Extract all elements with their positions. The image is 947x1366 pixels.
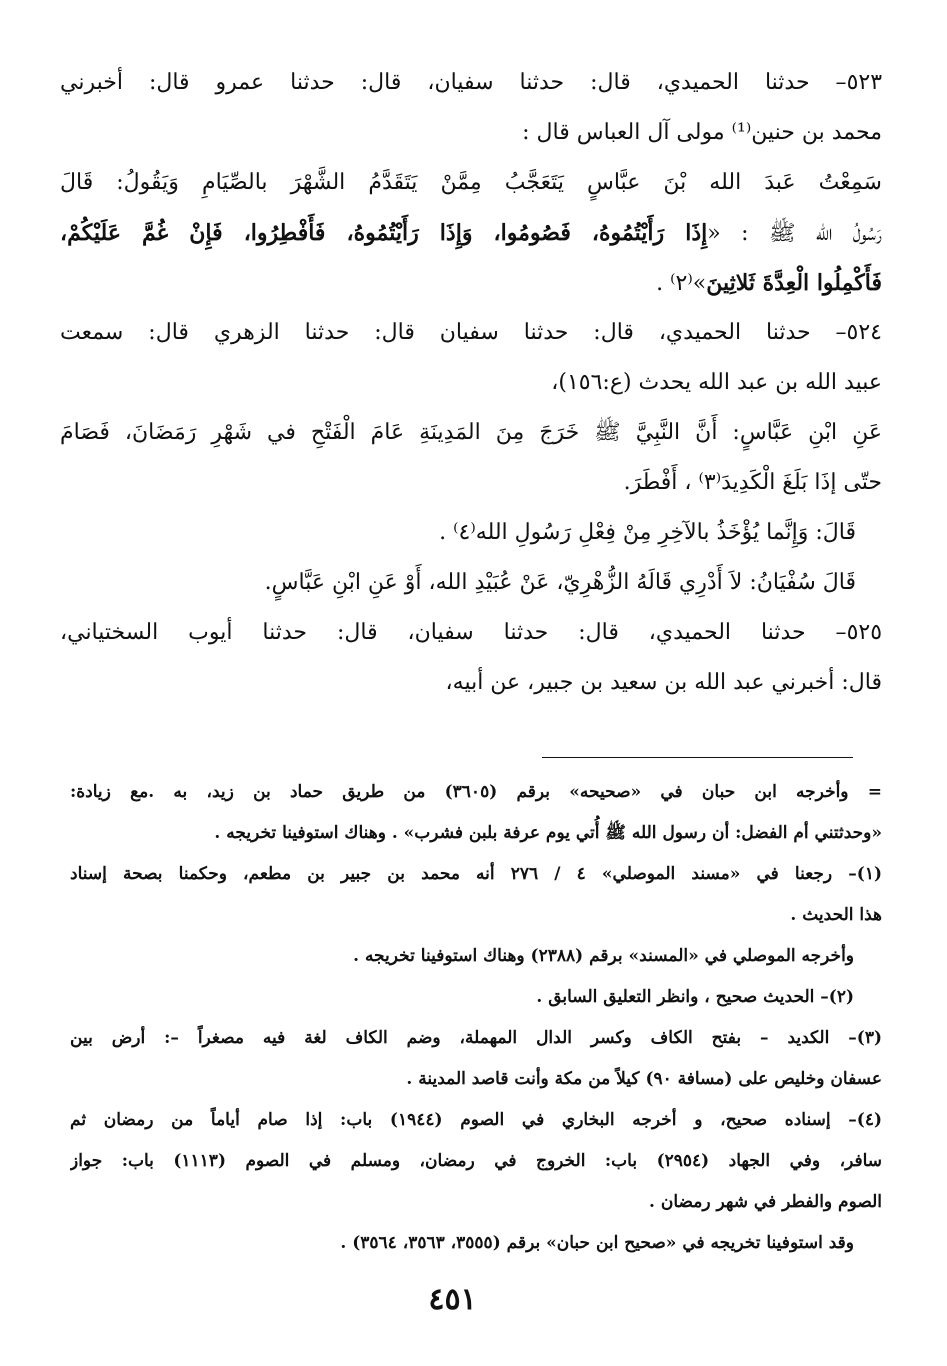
hadith-524-line-4: حتّى إذَا بَلَغَ الْكَدِيدَ⁽٣⁾ ، أَفْطَرَ. bbox=[623, 470, 882, 495]
footnotes bbox=[70, 772, 882, 1264]
hadith-523-line-4-matn: إِذَا رَأَيْتُمُوهُ، فَصُومُوا، وَإِذَا رَأَيْتُمُوهُ، فَأَفْطِرُوا، فَإِنْ غُمَّ عَلَيْكُمْ، bbox=[60, 220, 708, 246]
footnote-separator bbox=[542, 757, 853, 758]
hadith-524-line-3: عَنِ ابْنِ عَبَّاسٍ: أَنَّ النَّبِيَّ ﷺ خَرَجَ مِنَ المَدِينَةِ عَامَ الْفَتْحِ في شَهْرِ رَمَضَانَ، فَصَامَ bbox=[60, 420, 882, 445]
footnote-4-line-2: سافر، وفي الجهاد (٢٩٥٤) باب: الخروج في رمضان، ومسلم في الصوم (١١١٣) باب: جواز bbox=[70, 1151, 882, 1171]
footnote-3-line-2: عسفان وخليص على (مسافة ٩٠) كيلاً من مكة وأنت قاصد المدينة . bbox=[406, 1069, 882, 1089]
hadith-525-line-1: ٥٢٥– حدثنا الحميدي، قال: حدثنا سفيان، قال: حدثنا أيوب السختياني، bbox=[60, 620, 882, 645]
footnote-1-line-1: (١)– رجعنا في «مسند الموصلي» ٤ / ٢٧٦ أنه محمد بن جبير بن مطعم، وحكمنا بصحة إسناد bbox=[70, 864, 882, 884]
footnote-1-line-2: هذا الحديث . bbox=[790, 905, 882, 925]
hadith-523-line-1: ٥٢٣– حدثنا الحميدي، قال: حدثنا سفيان، قال: حدثنا عمرو قال: أخبرني bbox=[60, 70, 882, 95]
hadith-523-line-3: سَمِعْتُ عَبدَ الله بْنَ عبَّاسٍ يَتَعَجَّبُ مِمَّنْ يَتَقَدَّمُ الشَّهْرَ بالصِّيَامِ وَيَقُولُ: قَالَ bbox=[60, 170, 882, 195]
footnote-4-line-1: (٤)– إسناده صحيح، و أخرجه البخاري في الصوم (١٩٤٤) باب: إذا صام أياماً من رمضان ثم bbox=[70, 1110, 882, 1130]
hadith-525-line-2: قال: أخبرني عبد الله بن سعيد بن جبير، عن أبيه، bbox=[445, 670, 882, 695]
hadith-523-line-5-end: »⁽٢⁾ . bbox=[656, 271, 707, 296]
footnote-4-line-4: وقد استوفينا تخريجه في «صحيح ابن حبان» برقم (٣٥٥٥، ٣٥٦٣، ٣٥٦٤) . bbox=[340, 1233, 854, 1253]
main-text bbox=[60, 58, 882, 708]
hadith-523-line-4 bbox=[60, 208, 882, 258]
footnote-continued-line-1: = وأخرجه ابن حبان في «صحيحه» برقم (٣٦٠٥) من طريق حماد بن زيد، به .مع زيادة: bbox=[70, 782, 882, 802]
hadith-523-line-4-narration: رَسُولُ الله ﷺ : « bbox=[707, 221, 882, 246]
footnote-continued-line-2: «وحدثتني أم الفضل: أن رسول الله ﷺ أُتي يوم عرفة بلبن فشرب» . وهناك استوفينا تخريجه . bbox=[214, 823, 882, 843]
hadith-523-line-2: محمد بن حنين⁽¹⁾ مولى آل العباس قال : bbox=[522, 120, 882, 145]
footnote-2: (٢)– الحديث صحيح ، وانظر التعليق السابق . bbox=[536, 987, 854, 1007]
page-number: ٤٥١ bbox=[428, 1282, 477, 1317]
hadith-524-line-5: قَالَ: وَإِنَّما يُؤْخَذُ بالآخِرِ مِنْ فِعْلِ رَسُولِ الله⁽٤⁾ . bbox=[439, 520, 856, 545]
footnote-4-line-3: الصوم والفطر في شهر رمضان . bbox=[649, 1192, 882, 1212]
hadith-524-line-2: عبيد الله بن عبد الله يحدث (ع:١٥٦)، bbox=[551, 370, 882, 395]
hadith-524-line-1: ٥٢٤– حدثنا الحميدي، قال: حدثنا سفيان قال: حدثنا الزهري قال: سمعت bbox=[60, 320, 882, 345]
footnote-3-line-1: (٣)– الكديد – بفتح الكاف وكسر الدال المهملة، وضم الكاف لغة فيه مصغراً –: أرض بين bbox=[70, 1028, 882, 1048]
hadith-523-line-5 bbox=[60, 258, 882, 308]
hadith-524-line-6: قَالَ سُفْيَانُ: لاَ أَدْرِي قَالَهُ الزُّهْرِيّ، عَنْ عُبَيْدِ الله، أَوْ عَنِ ابْنِ عَبَّاسٍ. bbox=[264, 570, 856, 595]
hadith-523-line-5-matn: فَأَكْمِلُوا الْعِدَّةَ ثَلاثِينَ bbox=[706, 270, 882, 296]
footnote-1-line-3: وأخرجه الموصلي في «المسند» برقم (٢٣٨٨) وهناك استوفينا تخريجه . bbox=[353, 946, 854, 966]
